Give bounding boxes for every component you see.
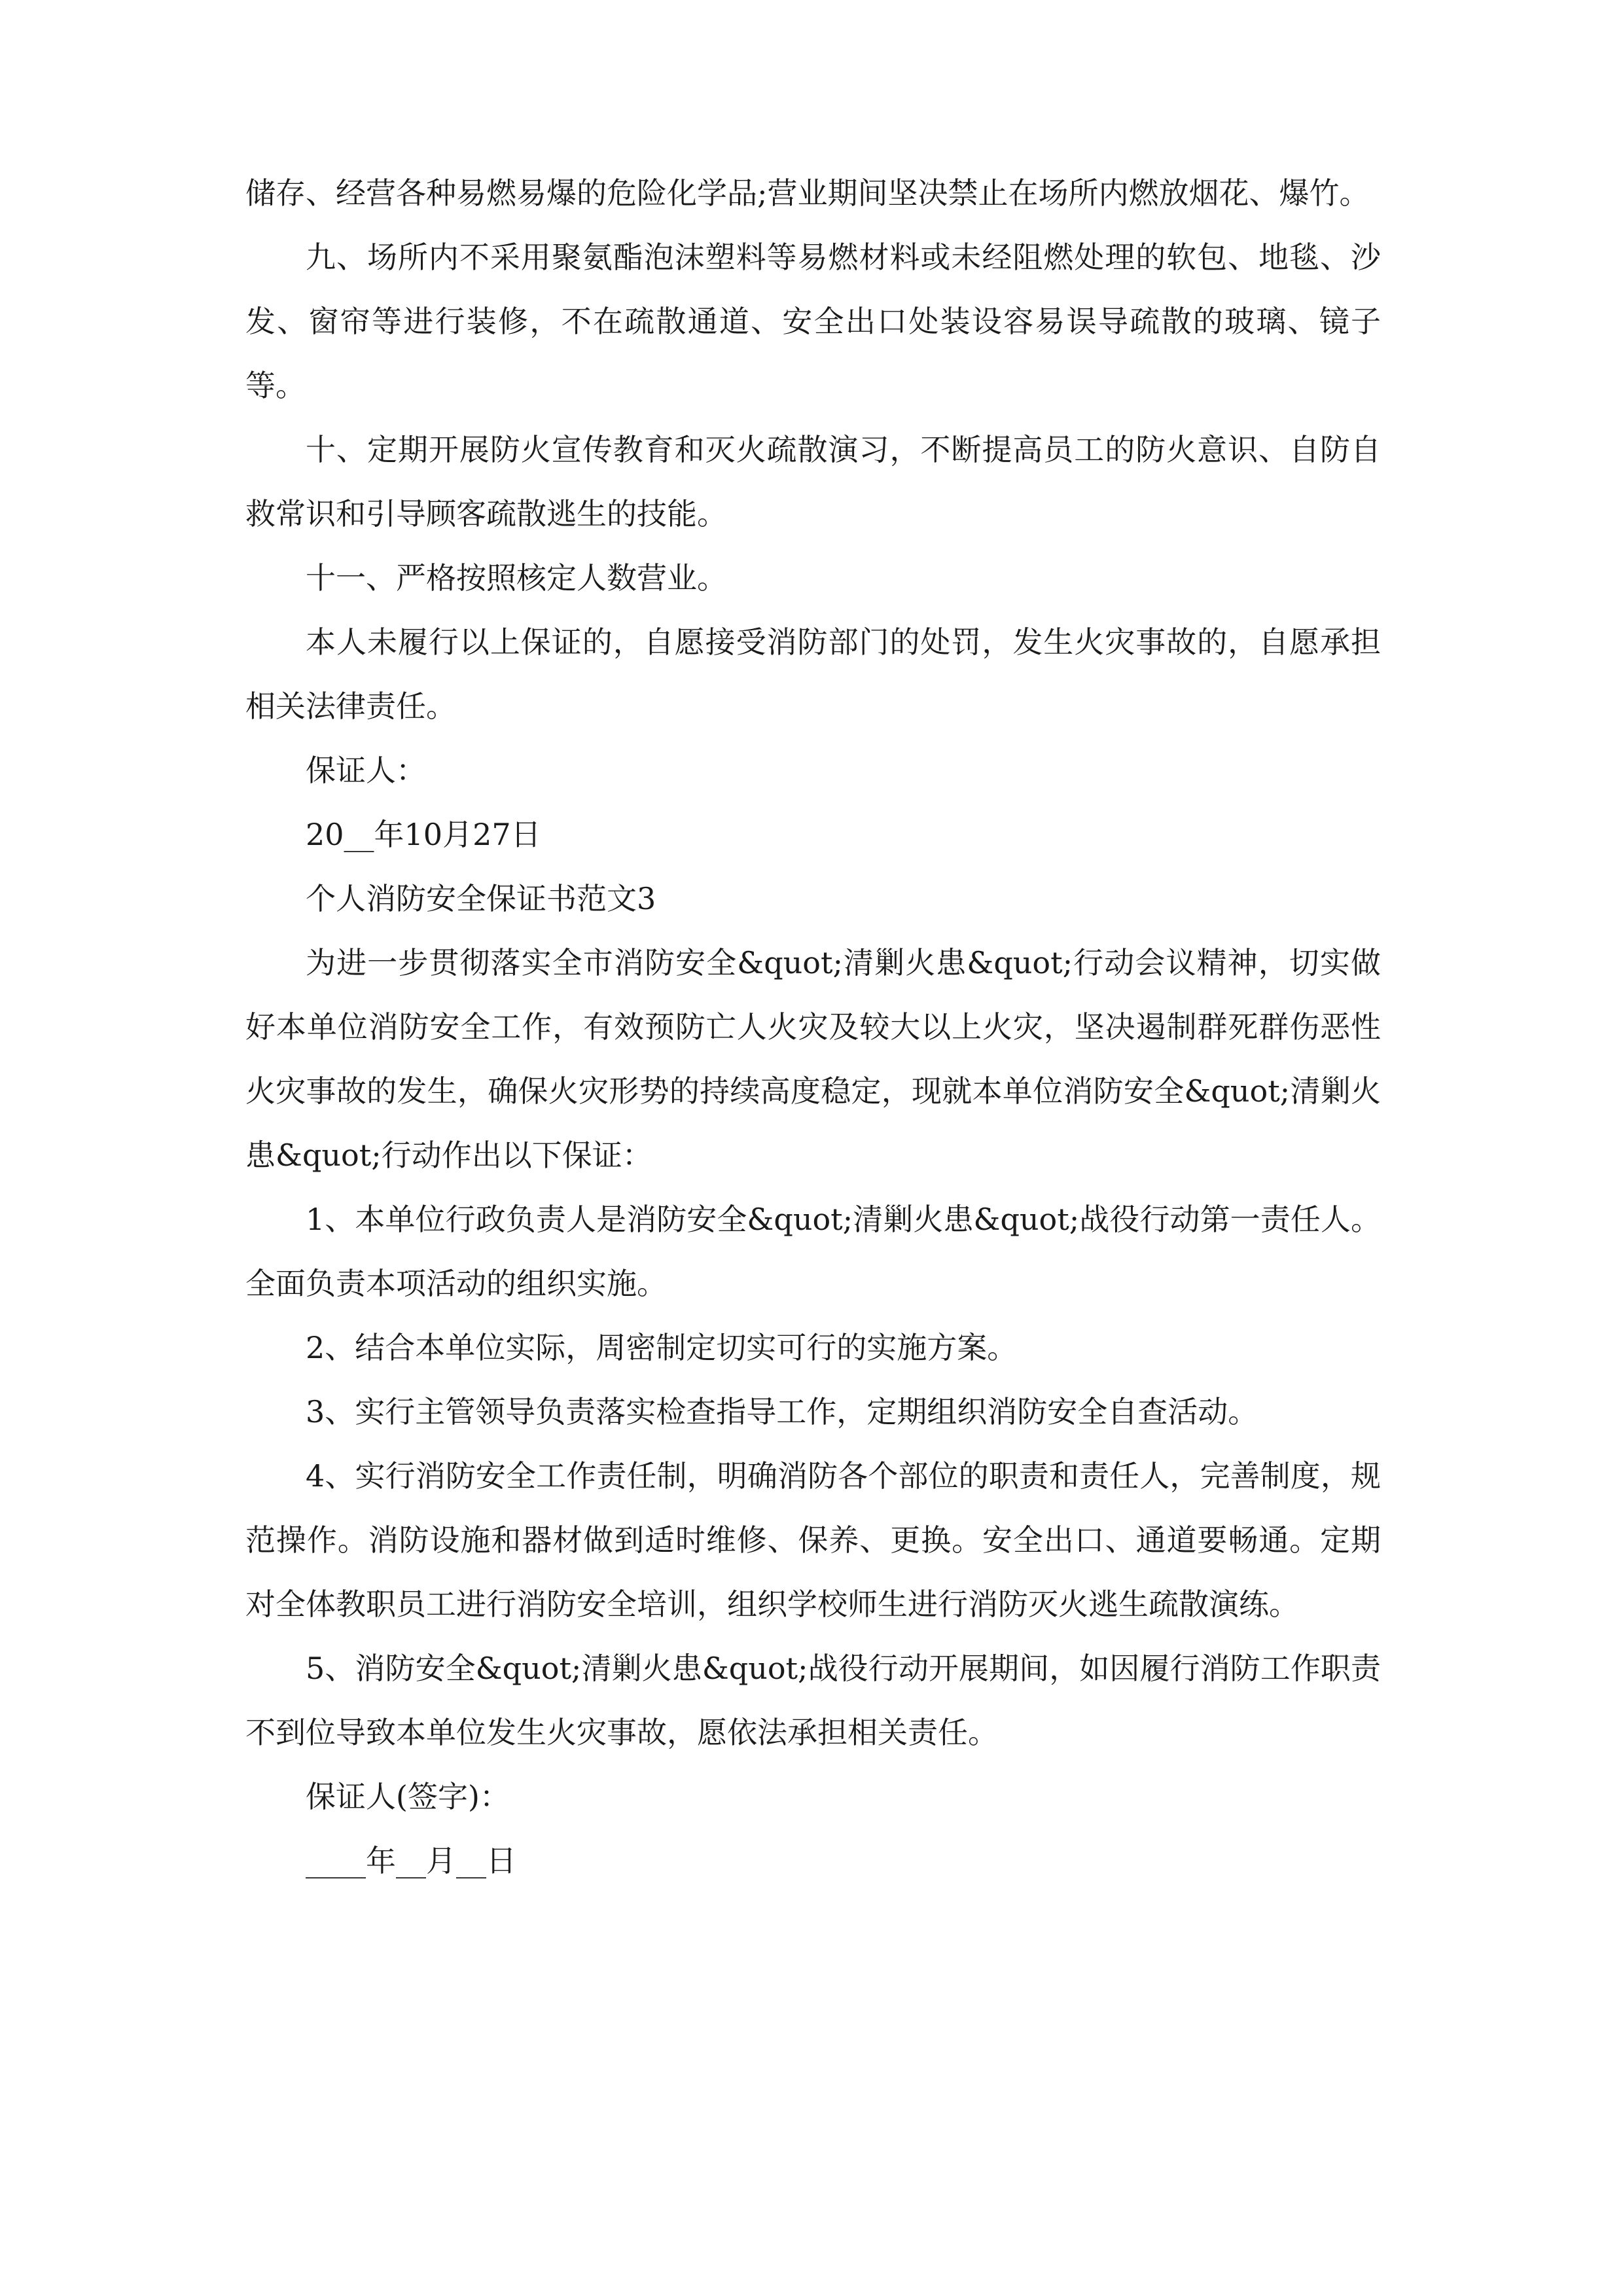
document-body bbox=[245, 161, 1381, 1893]
paragraph-intro: 为进一步贯彻落实全市消防安全&quot;清剿火患&quot;行动会议精神，切实做好本单位消防安全工作，有效预防亡人火灾及较大以上火灾，坚决遏制群死群伤恶性火灾事故的发生，确保火灾形势的持续高度稳定，现就本单位消防安全&quot;清剿火患&quot;行动作出以下保证： bbox=[245, 945, 1381, 1173]
section-title: 个人消防安全保证书范文3 bbox=[306, 881, 656, 916]
paragraph-point-3: 3、实行主管领导负责落实检查指导工作，定期组织消防安全自查活动。 bbox=[306, 1394, 1258, 1429]
paragraph-point-2: 2、结合本单位实际，周密制定切实可行的实施方案。 bbox=[306, 1330, 1018, 1365]
date-line: 20__年10月27日 bbox=[306, 817, 541, 852]
paragraph-item-11: 十一、严格按照核定人数营业。 bbox=[306, 560, 727, 596]
paragraph-item-9: 九、场所内不采用聚氨酯泡沫塑料等易燃材料或未经阻燃处理的软包、地毯、沙发、窗帘等进行装修，不在疏散通道、安全出口处装设容易误导疏散的玻璃、镜子等。 bbox=[245, 240, 1381, 403]
paragraph-liability: 本人未履行以上保证的，自愿接受消防部门的处罚，发生火灾事故的，自愿承担相关法律责任。 bbox=[245, 624, 1381, 724]
paragraph-point-4: 4、实行消防安全工作责任制，明确消防各个部位的职责和责任人，完善制度，规范操作。消防设施和器材做到适时维修、保养、更换。安全出口、通道要畅通。定期对全体教职员工进行消防安全培训，组织学校师生进行消防灭火逃生疏散演练。 bbox=[245, 1458, 1381, 1622]
paragraph-point-1: 1、本单位行政负责人是消防安全&quot;清剿火患&quot;战役行动第一责任人。全面负责本项活动的组织实施。 bbox=[245, 1202, 1381, 1301]
paragraph-continuation: 储存、经营各种易燃易爆的危险化学品;营业期间坚决禁止在场所内燃放烟花、爆竹。 bbox=[245, 175, 1370, 211]
signature-label: 保证人(签字)： bbox=[306, 1779, 510, 1814]
paragraph-item-10: 十、定期开展防火宣传教育和灭火疏散演习，不断提高员工的防火意识、自防自救常识和引导顾客疏散逃生的技能。 bbox=[245, 432, 1381, 531]
guarantor-label: 保证人： bbox=[306, 753, 426, 788]
paragraph-point-5: 5、消防安全&quot;清剿火患&quot;战役行动开展期间，如因履行消防工作职责不到位导致本单位发生火灾事故，愿依法承担相关责任。 bbox=[245, 1651, 1381, 1750]
signature-date-line: ____年__月__日 bbox=[306, 1843, 516, 1878]
